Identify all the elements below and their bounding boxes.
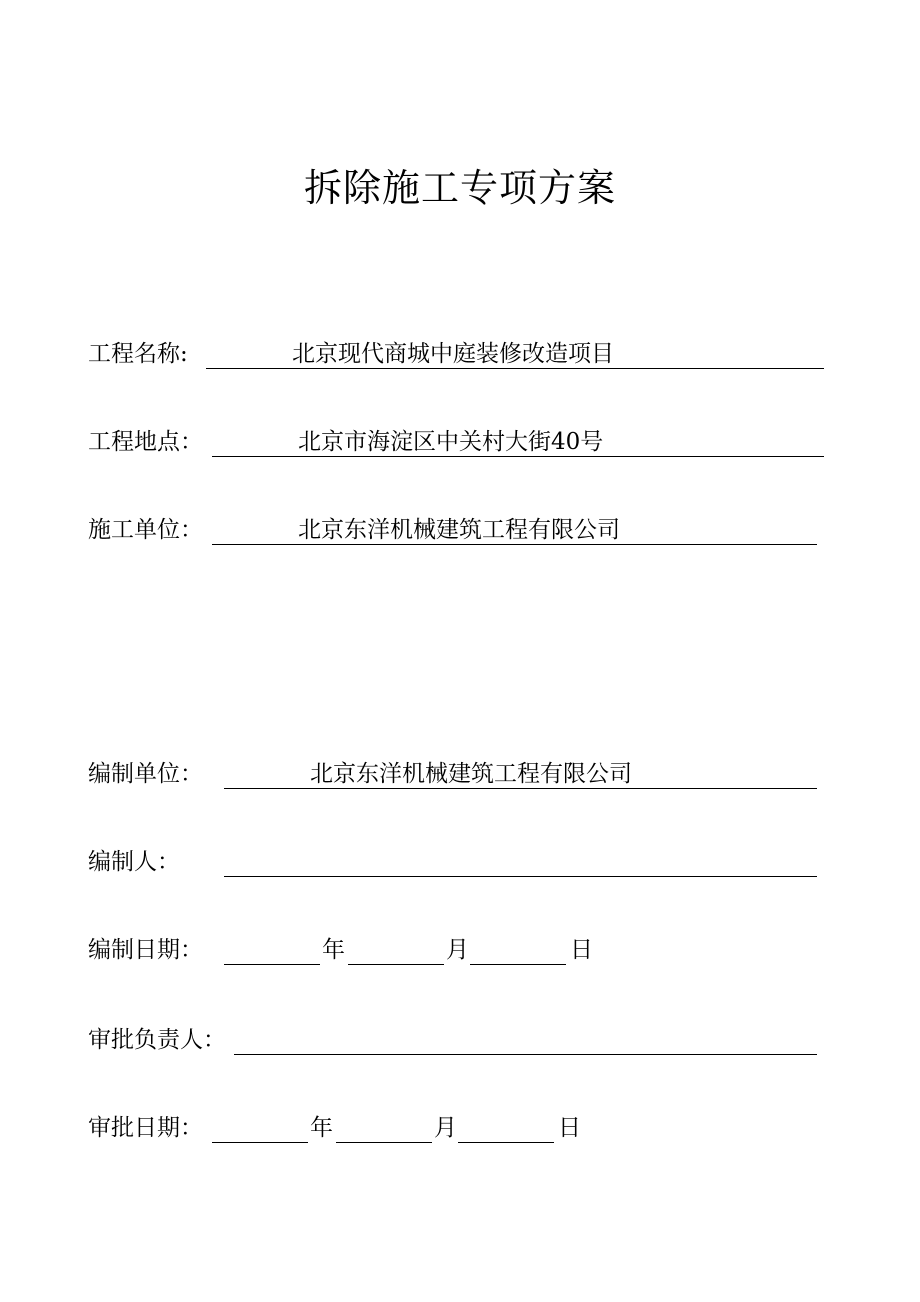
compile-day-unit: 日 [570,937,593,963]
compiling-unit-label: 编制单位： [88,761,203,787]
approval-date-label: 审批日期： [88,1115,203,1141]
approval-year-unit: 年 [310,1115,333,1141]
approver-underline [234,1054,817,1055]
compile-month-underline [348,964,444,965]
compile-month-unit: 月 [446,937,469,963]
approver-label: 审批负责人： [88,1027,226,1053]
compile-year-unit: 年 [322,937,345,963]
approval-day-unit: 日 [558,1115,581,1141]
approval-year-underline [212,1142,308,1143]
approval-month-underline [336,1142,432,1143]
compiling-unit-value: 北京东洋机械建筑工程有限公司 [310,761,632,787]
approval-month-unit: 月 [434,1115,457,1141]
approval-day-underline [458,1142,554,1143]
compiler-underline [224,876,817,877]
project-name-label: 工程名称: [88,341,188,367]
construction-unit-label: 施工单位： [88,517,203,543]
project-location-value: 北京市海淀区中关村大街40号 [298,429,604,455]
compile-date-label: 编制日期： [88,937,203,963]
project-name-value: 北京现代商城中庭装修改造项目 [292,341,614,367]
compile-day-underline [470,964,566,965]
project-location-label: 工程地点： [88,429,203,455]
construction-unit-value: 北京东洋机械建筑工程有限公司 [298,517,620,543]
compiler-label: 编制人： [88,849,180,875]
compile-year-underline [224,964,320,965]
document-title: 拆除施工专项方案 [303,166,616,210]
